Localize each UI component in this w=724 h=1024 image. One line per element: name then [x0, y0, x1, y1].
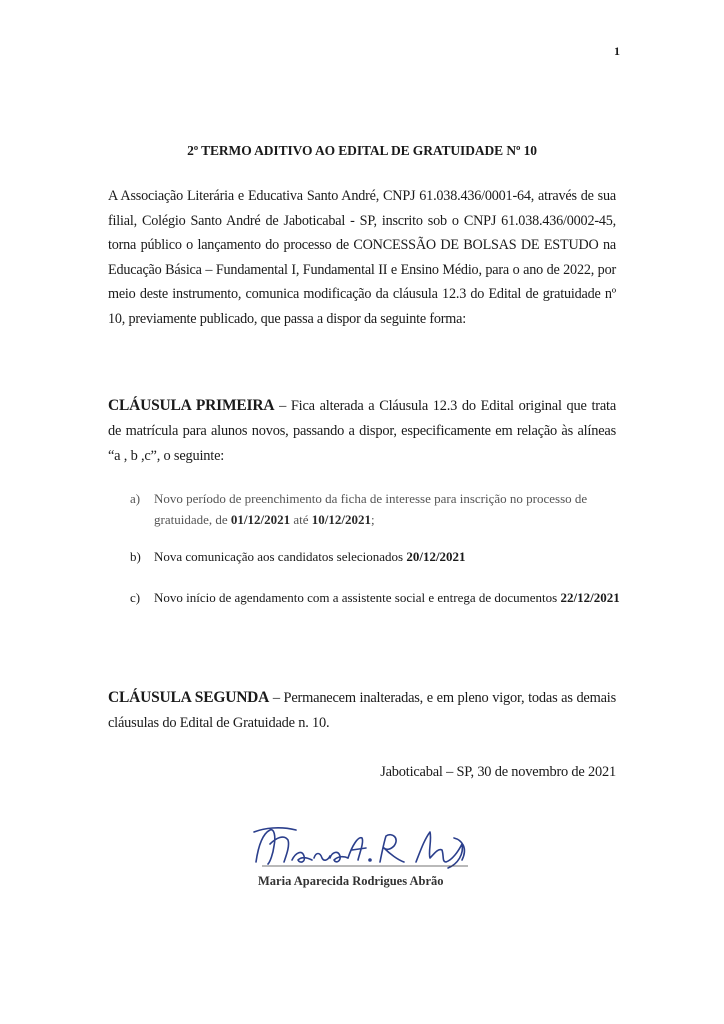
page-number: 1: [614, 44, 620, 58]
list-item-a: [130, 488, 620, 530]
item-a-connector: até: [290, 512, 312, 527]
item-a-suffix: ;: [371, 512, 375, 527]
handwritten-signature: [240, 818, 480, 878]
item-a-start-date: 01/12/2021: [230, 512, 291, 527]
clause-two: [108, 685, 616, 736]
amendment-items: [130, 488, 620, 608]
item-a-letter: a): [130, 491, 141, 506]
item-c-text: Novo início de agendamento com a assistente social e entrega de documentos: [154, 590, 561, 605]
clause-two-heading: CLÁUSULA SEGUNDA: [108, 689, 270, 706]
clause-one-text: – Fica alterada a Cláusula 12.3 do Edital original que trata de matrícula para alunos novos, passando a dispor, especificamente em relação às alíneas “a , b ,c”, o seguinte:: [108, 398, 617, 464]
clause-one-heading: CLÁUSULA PRIMEIRA: [108, 397, 275, 414]
item-c-letter: c): [130, 590, 141, 605]
item-b-letter: b): [130, 549, 141, 564]
item-b-text: Nova comunicação aos candidatos selecionados: [154, 549, 407, 564]
item-a-end-date: 10/12/2021: [311, 512, 372, 527]
place-and-date: Jaboticabal – SP, 30 de novembro de 2021: [380, 764, 616, 780]
intro-paragraph: A Associação Literária e Educativa Santo André, CNPJ 61.038.436/0001-64, através de sua filial, Colégio Santo André de Jaboticabal - SP, inscrito sob o CNPJ 61.038.436/0002-45, torna público o lançamento do processo de CONCESSÃO DE BOLSAS DE ESTUDO na Educação Básica – Fundamental I, Fundamental II e Ensino Médio, para o ano de 2022, por meio deste instrumento, comunica modificação da cláusula 12.3 do Edital de gratuidade nº 10, previamente publicado, que passa a dispor da seguinte forma:: [108, 188, 616, 327]
clause-two-text: – Permanecem inalteradas, e em pleno vigor, todas as demais cláusulas do Edital de Gratuidade n. 10.: [108, 690, 616, 731]
item-c-date: 22/12/2021: [560, 590, 620, 605]
list-item-b: [130, 546, 620, 567]
document-title: 2º TERMO ADITIVO AO EDITAL DE GRATUIDADE Nº 10: [187, 143, 537, 158]
clause-one: [108, 393, 616, 469]
item-b-date: 20/12/2021: [406, 549, 466, 564]
signer-name: Maria Aparecida Rodrigues Abrão: [258, 874, 444, 888]
item-a-text: Novo período de preenchimento da ficha de interesse para inscrição no processo de gratuidade, de: [154, 491, 588, 527]
list-item-c: [130, 587, 620, 608]
